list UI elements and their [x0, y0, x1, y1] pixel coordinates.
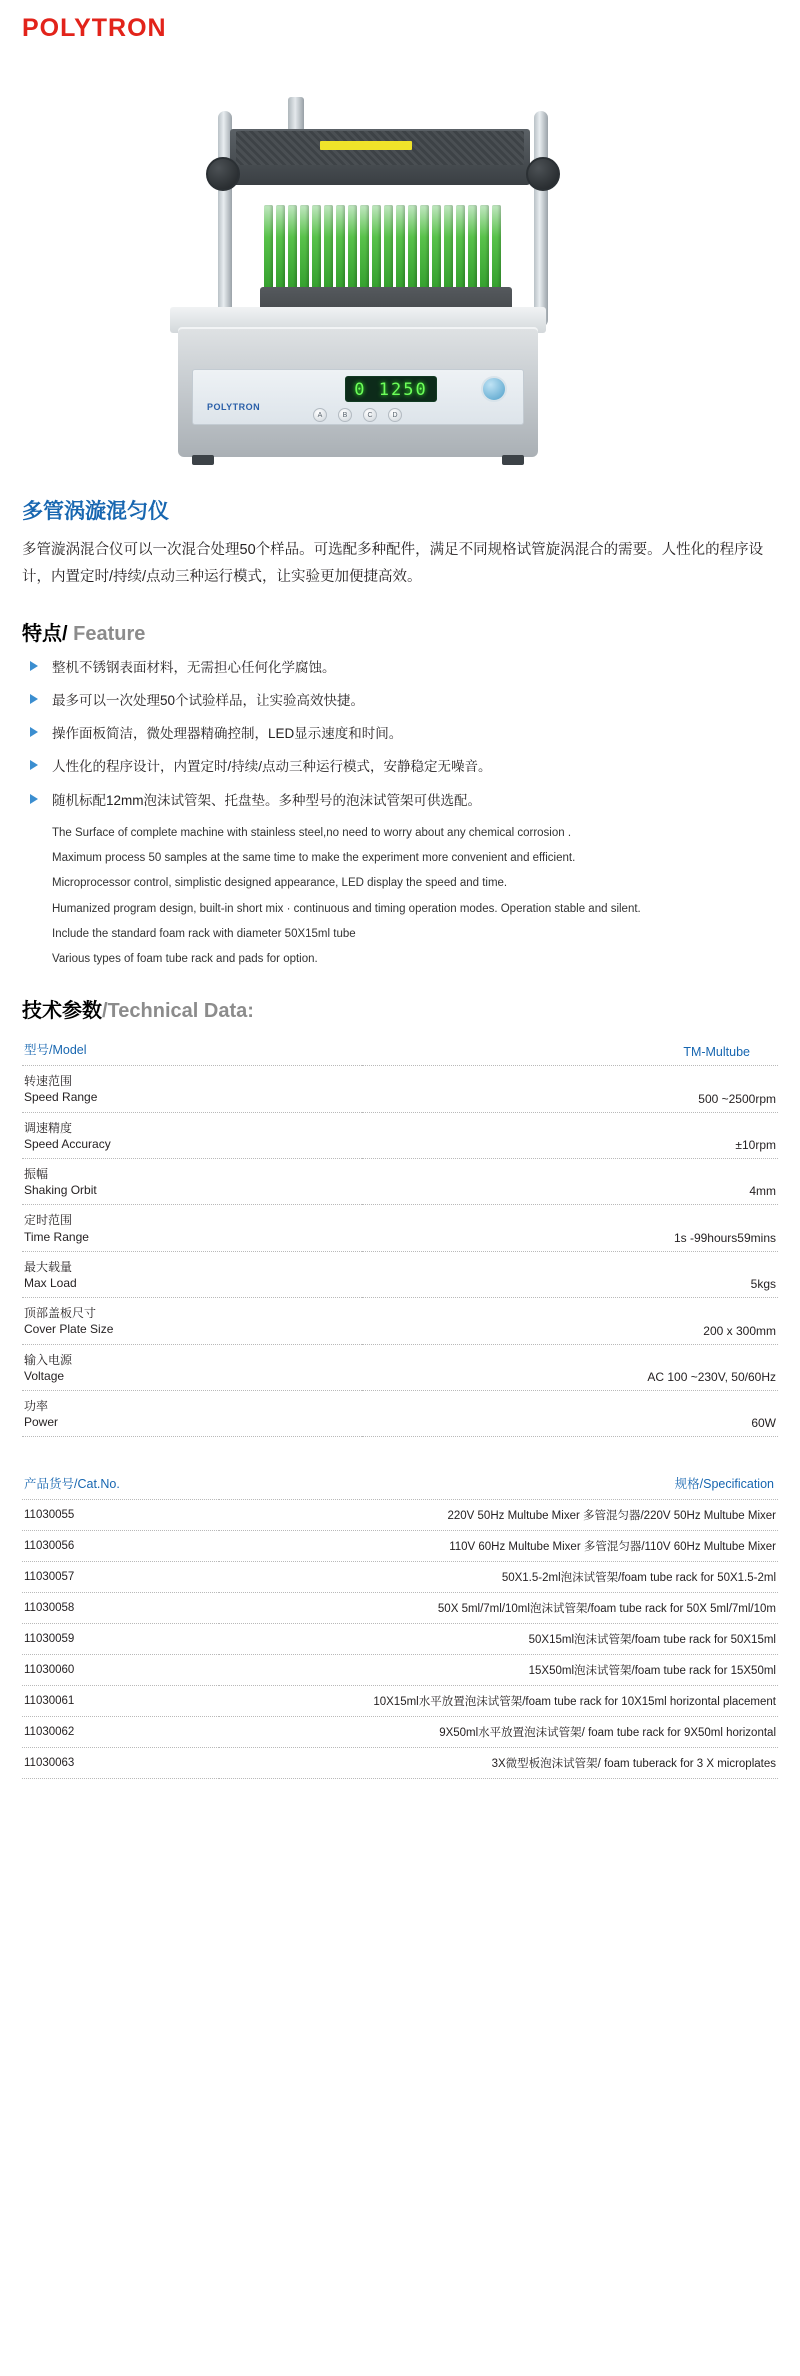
spec-label-cn: 最大载量: [24, 1259, 73, 1274]
col-model-value: TM-Multube: [362, 1035, 778, 1065]
feature-text: 随机标配12mm泡沫试管架、托盘垫。多种型号的泡沫试管架可供选配。: [52, 792, 482, 808]
cat-spec: 50X15ml泡沫试管架/foam tube rack for 50X15ml: [219, 1624, 778, 1655]
spec-label-cn: 功率: [24, 1398, 49, 1413]
col-model: 型号/Model: [22, 1035, 362, 1065]
cat-number: 11030060: [22, 1655, 219, 1686]
support-post-right: [534, 111, 548, 327]
feature-english-line: Various types of foam tube rack and pads for option.: [52, 953, 318, 966]
feature-english-line: Include the standard foam rack with diameter 50X15ml tube: [52, 927, 356, 940]
spec-label-en: Shaking Orbit: [24, 1183, 97, 1198]
product-image: [0, 49, 800, 489]
table-header-row: [22, 1467, 778, 1500]
spec-value: 60W: [362, 1390, 778, 1436]
panel-button-d[interactable]: D: [388, 408, 402, 422]
triangle-bullet-icon: [30, 661, 38, 671]
spec-label-en: Voltage: [24, 1368, 65, 1383]
test-tube: [264, 205, 273, 297]
intro-paragraph: 多管漩涡混合仪可以一次混合处理50个样品。可选配多种配件，满足不同规格试管旋涡混合的需要。人性化的程序设计，内置定时/持续/点动三种运行模式，让实验更加便捷高效。: [22, 542, 764, 585]
cat-spec: 3X微型板泡沫试管架/ foam tuberack for 3 X microplates: [219, 1748, 778, 1779]
list-item: [28, 757, 778, 777]
led-display: 0 1250: [345, 376, 437, 402]
control-panel: [192, 369, 524, 425]
spec-label: [22, 1344, 362, 1390]
yellow-label-strip: [320, 141, 412, 150]
spec-label-en: Power: [24, 1415, 59, 1430]
cat-spec: 50X1.5-2ml泡沫试管架/foam tube rack for 50X1.5-2ml: [219, 1562, 778, 1593]
feature-text: 整机不锈钢表面材料，无需担心任何化学腐蚀。: [52, 659, 336, 675]
technical-data-table: [22, 1035, 778, 1437]
spec-value: 1s -99hours59mins: [362, 1205, 778, 1251]
cat-number: 11030059: [22, 1624, 219, 1655]
table-row: [22, 1066, 778, 1112]
panel-button-b[interactable]: B: [338, 408, 352, 422]
test-tube-rack: [264, 199, 508, 297]
test-tube: [420, 205, 429, 297]
list-item: [28, 691, 778, 711]
knob-right: [526, 157, 560, 191]
table-row: [22, 1344, 778, 1390]
brand-logo-wrap: [0, 0, 800, 43]
spec-label: [22, 1066, 362, 1112]
tech-heading-cn: 技术参数: [22, 1000, 102, 1023]
test-tube: [312, 205, 321, 297]
tech-heading: [22, 994, 778, 1023]
table-row: [22, 1159, 778, 1205]
cat-spec: 10X15ml水平放置泡沫试管架/foam tube rack for 10X15ml horizontal placement: [219, 1686, 778, 1717]
test-tube: [384, 205, 393, 297]
table-row: [22, 1390, 778, 1436]
panel-brand-label: POLYTRON: [207, 402, 261, 412]
page-bottom-spacer: [22, 1779, 778, 1819]
cat-spec: 110V 60Hz Multube Mixer 多管混匀器/110V 60Hz Multube Mixer: [219, 1531, 778, 1562]
tech-heading-en: /Technical Data:: [102, 1000, 254, 1023]
test-tube: [324, 205, 333, 297]
panel-button-a[interactable]: A: [313, 408, 327, 422]
spec-value: 200 x 300mm: [362, 1298, 778, 1344]
cat-number: 11030061: [22, 1686, 219, 1717]
cat-number: 11030055: [22, 1500, 219, 1531]
spec-label-cn: 定时范围: [24, 1213, 73, 1228]
spec-value: AC 100 ~230V, 50/60Hz: [362, 1344, 778, 1390]
feature-english-line: Microprocessor control, simplistic designed appearance, LED display the speed and time.: [52, 877, 508, 890]
spec-label-cn: 调速精度: [24, 1120, 73, 1135]
base-foot: [192, 455, 214, 465]
spec-label-en: Speed Range: [24, 1090, 98, 1105]
col-cat-spec: 规格/Specification: [219, 1467, 778, 1500]
feature-text: 人性化的程序设计，内置定时/持续/点动三种运行模式，安静稳定无噪音。: [52, 759, 492, 775]
cat-number: 11030062: [22, 1717, 219, 1748]
list-item: [28, 658, 778, 678]
feature-heading: [22, 617, 778, 646]
triangle-bullet-icon: [30, 760, 38, 770]
base-foot: [502, 455, 524, 465]
spec-label-cn: 转速范围: [24, 1074, 73, 1089]
test-tube: [372, 205, 381, 297]
cat-number: 11030057: [22, 1562, 219, 1593]
table-row: [22, 1500, 778, 1531]
spec-value: 5kgs: [362, 1251, 778, 1297]
test-tube: [408, 205, 417, 297]
feature-heading-en: Feature: [73, 622, 146, 645]
panel-button-c[interactable]: C: [363, 408, 377, 422]
spec-value: 4mm: [362, 1159, 778, 1205]
test-tube: [288, 205, 297, 297]
table-row: [22, 1593, 778, 1624]
feature-text: 操作面板简洁，微处理器精确控制，LED显示速度和时间。: [52, 726, 403, 742]
knob-left: [206, 157, 240, 191]
table-row: [22, 1686, 778, 1717]
spec-label-cn: 输入电源: [24, 1352, 73, 1367]
table-row: [22, 1205, 778, 1251]
test-tube: [276, 205, 285, 297]
spec-label: [22, 1251, 362, 1297]
table-row: [22, 1717, 778, 1748]
test-tube: [300, 205, 309, 297]
cat-number: 11030063: [22, 1748, 219, 1779]
table-row: [22, 1112, 778, 1158]
cat-number: 11030058: [22, 1593, 219, 1624]
feature-text: 最多可以一次处理50个试验样品，让实验高效快捷。: [52, 692, 365, 708]
table-row: [22, 1531, 778, 1562]
test-tube: [396, 205, 405, 297]
spec-label: [22, 1159, 362, 1205]
triangle-bullet-icon: [30, 694, 38, 704]
triangle-bullet-icon: [30, 794, 38, 804]
test-tube: [348, 205, 357, 297]
feature-english-block: [22, 825, 778, 969]
feature-english-line: Humanized program design, built-in short mix · continuous and timing operation modes. Operation stable and silent.: [52, 902, 641, 915]
cat-spec: 220V 50Hz Multube Mixer 多管混匀器/220V 50Hz Multube Mixer: [219, 1500, 778, 1531]
feature-heading-cn: 特点/: [22, 622, 68, 645]
spec-label-en: Max Load: [24, 1275, 77, 1290]
spec-value: 500 ~2500rpm: [362, 1066, 778, 1112]
test-tube: [480, 205, 489, 297]
table-row: [22, 1562, 778, 1593]
spec-label-en: Time Range: [24, 1229, 89, 1244]
spec-label: [22, 1298, 362, 1344]
spec-label: [22, 1205, 362, 1251]
page-title: 多管涡漩混匀仪: [22, 500, 169, 523]
cat-spec: 9X50ml水平放置泡沫试管架/ foam tube rack for 9X50ml horizontal: [219, 1717, 778, 1748]
table-header-row: [22, 1035, 778, 1065]
cat-spec: 50X 5ml/7ml/10ml泡沫试管架/foam tube rack for 50X 5ml/7ml/10m: [219, 1593, 778, 1624]
catalog-table: [22, 1467, 778, 1779]
table-row: [22, 1624, 778, 1655]
table-row: [22, 1251, 778, 1297]
spec-label-en: Speed Accuracy: [24, 1136, 111, 1151]
test-tube: [444, 205, 453, 297]
table-row: [22, 1655, 778, 1686]
polytron-logo: POLYTRON: [22, 14, 167, 42]
feature-english-line: The Surface of complete machine with stainless steel,no need to worry about any chemical corrosion .: [52, 826, 572, 839]
product-illustration: [110, 69, 690, 479]
feature-list: [22, 658, 778, 811]
cat-number: 11030056: [22, 1531, 219, 1562]
list-item: [28, 724, 778, 744]
test-tube: [456, 205, 465, 297]
spec-label-en: Cover Plate Size: [24, 1322, 114, 1337]
feature-english-line: Maximum process 50 samples at the same time to make the experiment more convenient and efficient.: [52, 852, 576, 865]
spec-value: ±10rpm: [362, 1112, 778, 1158]
spec-label-cn: 顶部盖板尺寸: [24, 1306, 97, 1321]
spec-label: [22, 1390, 362, 1436]
test-tube: [336, 205, 345, 297]
speed-dial[interactable]: [481, 376, 507, 402]
cat-spec: 15X50ml泡沫试管架/foam tube rack for 15X50ml: [219, 1655, 778, 1686]
table-row: [22, 1748, 778, 1779]
test-tube: [492, 205, 501, 297]
table-row: [22, 1298, 778, 1344]
col-cat-no: 产品货号/Cat.No.: [22, 1467, 219, 1500]
test-tube: [360, 205, 369, 297]
list-item: [28, 791, 778, 811]
triangle-bullet-icon: [30, 727, 38, 737]
spec-label: [22, 1112, 362, 1158]
test-tube: [468, 205, 477, 297]
spec-label-cn: 振幅: [24, 1167, 49, 1181]
test-tube: [432, 205, 441, 297]
